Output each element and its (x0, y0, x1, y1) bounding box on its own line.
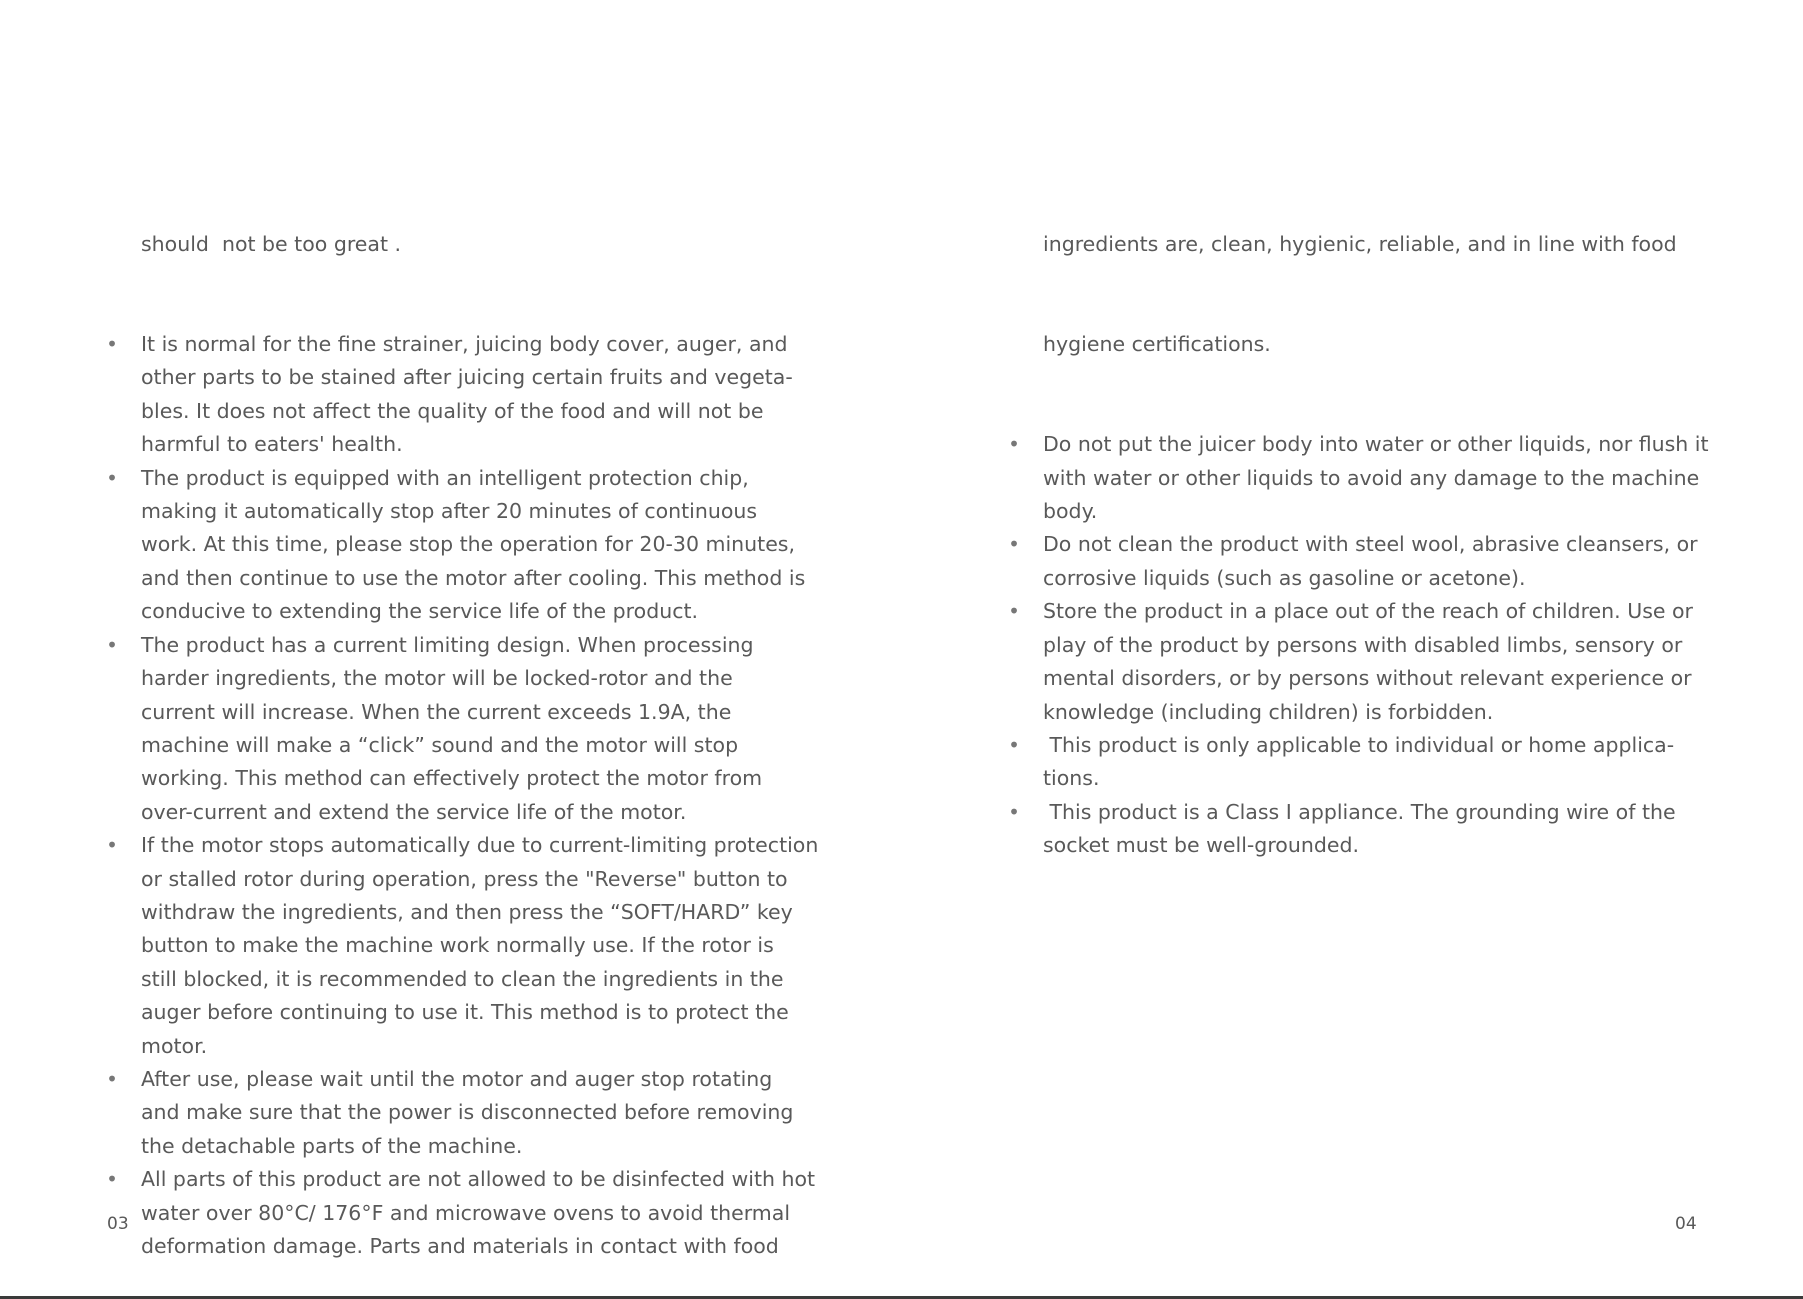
text-line: play of the product by persons with disabled limbs, sensory or (1043, 632, 1683, 657)
bullet-item (1008, 595, 1743, 729)
left-continuation-text (141, 161, 831, 328)
text-line: The product is equipped with an intelligent protection chip, (141, 465, 749, 490)
right-page (900, 0, 1803, 1299)
text-line: should not be too great . (141, 231, 402, 256)
text-line: bles. It does not affect the quality of the food and will not be (141, 398, 764, 423)
text-line: hygiene certifications. (1043, 332, 1271, 357)
bullet-icon: • (106, 465, 118, 490)
text-line: working. This method can effectively protect the motor from (141, 766, 763, 791)
bullet-item (106, 462, 831, 629)
bullet-icon: • (106, 1066, 118, 1091)
text-line: water over 80°C/ 176°F and microwave ovens to avoid thermal (141, 1200, 791, 1225)
text-line: If the motor stops automatically due to current-limiting protection (141, 833, 819, 858)
text-line: and make sure that the power is disconnected before removing (141, 1100, 794, 1125)
text-line: knowledge (including children) is forbidden. (1043, 699, 1494, 724)
bullet-icon: • (1008, 732, 1020, 757)
text-line: and then continue to use the motor after cooling. This method is (141, 565, 806, 590)
text-line: The product has a current limiting design. When processing (141, 632, 754, 657)
text-line: conducive to extending the service life of the product. (141, 599, 699, 624)
bullet-icon: • (106, 332, 118, 357)
text-line: body. (1043, 499, 1098, 524)
left-page (0, 0, 900, 1299)
bullet-icon: • (1008, 599, 1020, 624)
bullet-item (1008, 528, 1743, 595)
text-line: All parts of this product are not allowed to be disinfected with hot (141, 1167, 816, 1192)
text-line: harder ingredients, the motor will be locked-rotor and the (141, 666, 733, 691)
text-line: harmful to eaters' health. (141, 432, 403, 457)
text-line: This product is only applicable to individual or home applica- (1043, 732, 1675, 757)
bullet-item (1008, 729, 1743, 796)
bullet-item (106, 1063, 831, 1163)
text-line: After use, please wait until the motor and auger stop rotating (141, 1066, 773, 1091)
text-line: ingredients are, clean, hygienic, reliable, and in line with food (1043, 231, 1677, 256)
text-line: the detachable parts of the machine. (141, 1133, 523, 1158)
left-bullet-list (106, 328, 831, 1263)
text-line: other parts to be stained after juicing certain fruits and vegeta- (141, 365, 793, 390)
left-text-column (106, 161, 831, 1263)
text-line: Store the product in a place out of the reach of children. Use or (1043, 599, 1693, 624)
text-line: Do not clean the product with steel wool, abrasive cleansers, or (1043, 532, 1698, 557)
bullet-icon: • (106, 833, 118, 858)
text-line: motor. (141, 1033, 208, 1058)
text-line: button to make the machine work normally use. If the rotor is (141, 933, 774, 958)
page-number-right: 04 (1675, 1214, 1697, 1234)
text-line: making it automatically stop after 20 minutes of continuous (141, 499, 758, 524)
text-line: still blocked, it is recommended to clean the ingredients in the (141, 966, 784, 991)
bullet-item (106, 629, 831, 829)
text-line: It is normal for the fine strainer, juicing body cover, auger, and (141, 332, 788, 357)
text-line: auger before continuing to use it. This method is to protect the (141, 1000, 789, 1025)
text-line: mental disorders, or by persons without relevant experience or (1043, 666, 1692, 691)
right-continuation-text (1043, 161, 1743, 428)
text-line: socket must be well-grounded. (1043, 833, 1359, 858)
text-line: deformation damage. Parts and materials in contact with food (141, 1234, 779, 1258)
bullet-item (106, 829, 831, 1063)
bullet-item (106, 328, 831, 462)
bullet-icon: • (1008, 532, 1020, 557)
text-line: Do not put the juicer body into water or other liquids, nor flush it (1043, 432, 1709, 457)
text-line: with water or other liquids to avoid any damage to the machine (1043, 465, 1700, 490)
right-bullet-list (1008, 428, 1743, 862)
text-line: or stalled rotor during operation, press the "Reverse" button to (141, 866, 788, 891)
text-line: withdraw the ingredients, and then press the “SOFT/HARD” key (141, 899, 793, 924)
text-line: work. At this time, please stop the operation for 20-30 minutes, (141, 532, 795, 557)
text-line: tions. (1043, 766, 1100, 791)
bullet-icon: • (106, 1167, 118, 1192)
text-line: corrosive liquids (such as gasoline or acetone). (1043, 565, 1526, 590)
page-number-left: 03 (107, 1214, 129, 1234)
text-line: This product is a Class I appliance. The grounding wire of the (1043, 799, 1676, 824)
bullet-item (1008, 796, 1743, 863)
bullet-icon: • (106, 632, 118, 657)
right-text-column (1008, 161, 1743, 863)
text-line: over-current and extend the service life of the motor. (141, 799, 687, 824)
bullet-item (1008, 428, 1743, 528)
text-line: machine will make a “click” sound and the motor will stop (141, 732, 739, 757)
bullet-icon: • (1008, 799, 1020, 824)
bullet-icon: • (1008, 432, 1020, 457)
text-line: current will increase. When the current exceeds 1.9A, the (141, 699, 732, 724)
